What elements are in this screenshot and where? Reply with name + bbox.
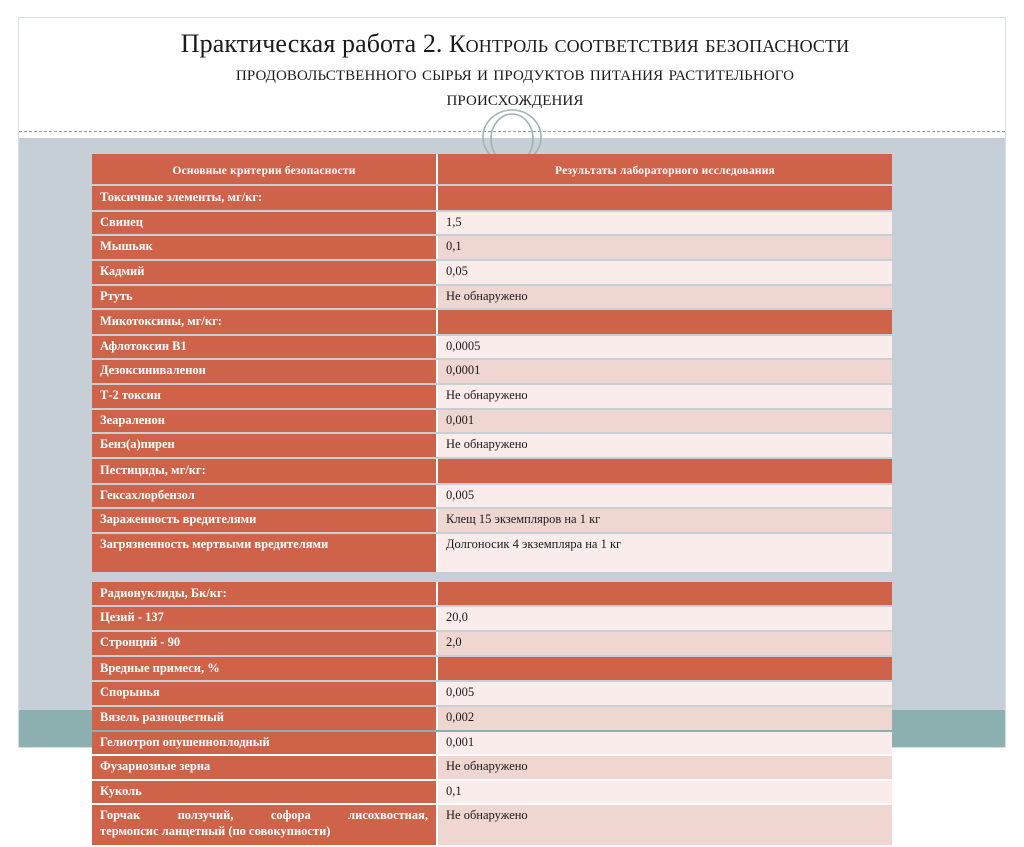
table-row xyxy=(92,336,892,359)
result-value: 0,005 xyxy=(438,485,892,508)
table-row xyxy=(92,607,892,630)
table-header-row xyxy=(92,154,892,184)
criteria-label: Т-2 токсин xyxy=(92,385,438,408)
table-row xyxy=(92,434,892,457)
criteria-label: Цезий - 137 xyxy=(92,607,438,630)
result-value: 1,5 xyxy=(438,212,892,235)
table-row xyxy=(92,261,892,284)
table-section-row xyxy=(92,582,892,606)
criteria-label: Гелиотроп опушеннoплодный xyxy=(92,732,438,755)
section-label: Радионуклиды, Бк/кг: xyxy=(92,582,438,606)
column-header-criteria: Основные критерии безопасности xyxy=(92,154,438,184)
table-row xyxy=(92,781,892,804)
result-value: 0,002 xyxy=(438,707,892,730)
result-value: 0,005 xyxy=(438,682,892,705)
result-value: Не обнаружено xyxy=(438,385,892,408)
section-value xyxy=(438,582,892,606)
result-value: Не обнаружено xyxy=(438,805,892,845)
table-row xyxy=(92,509,892,532)
safety-criteria-table-wrapper xyxy=(92,152,892,847)
page-title xyxy=(80,28,950,112)
safety-criteria-table xyxy=(92,152,892,847)
criteria-label-continuation: термопсис ланцетный (по совокупности) xyxy=(100,824,331,838)
result-value: Долгоносик 4 экземпляра на 1 кг xyxy=(438,534,892,572)
section-label: Пестициды, мг/кг: xyxy=(92,459,438,483)
result-value: 0,0005 xyxy=(438,336,892,359)
title-divider xyxy=(19,131,1005,132)
criteria-label: Спорынья xyxy=(92,682,438,705)
table-row xyxy=(92,360,892,383)
result-value: 2,0 xyxy=(438,632,892,655)
criteria-label: Зеараленон xyxy=(92,410,438,433)
criteria-label: Бенз(а)пирен xyxy=(92,434,438,457)
criteria-label: Дезоксиниваленон xyxy=(92,360,438,383)
result-value: 0,05 xyxy=(438,261,892,284)
section-label: Микотоксины, мг/кг: xyxy=(92,310,438,334)
result-value: Не обнаружено xyxy=(438,286,892,309)
result-value: 0,1 xyxy=(438,236,892,259)
result-value: 20,0 xyxy=(438,607,892,630)
criteria-label: Мышьяк xyxy=(92,236,438,259)
criteria-label: Горчак ползучий, софора лисохвостная, термопсис ланцетный (по совокупности) xyxy=(92,805,438,845)
table-row xyxy=(92,805,892,845)
section-value xyxy=(438,459,892,483)
column-header-results: Результаты лабораторного исследования xyxy=(438,154,892,184)
criteria-label: Свинец xyxy=(92,212,438,235)
section-label: Токсичные элементы, мг/кг: xyxy=(92,186,438,210)
title-line-2: продовольственного сырья и продуктов питания растительного xyxy=(235,60,795,85)
section-value xyxy=(438,310,892,334)
section-value xyxy=(438,657,892,681)
table-body xyxy=(92,186,892,845)
table-spacer-row xyxy=(92,574,892,580)
table-row xyxy=(92,707,892,730)
result-value: Не обнаружено xyxy=(438,756,892,779)
title-line-1 xyxy=(80,28,950,61)
criteria-label: Гексахлорбензол xyxy=(92,485,438,508)
result-value: 0,001 xyxy=(438,732,892,755)
section-value xyxy=(438,186,892,210)
section-label: Вредные примеси, % xyxy=(92,657,438,681)
table-row xyxy=(92,236,892,259)
title-line-3: происхождения xyxy=(446,86,584,111)
table-row xyxy=(92,732,892,755)
title-line-1-caps: Контроль соответствия безопасности xyxy=(442,31,850,58)
criteria-label: Загрязненность мертвыми вредителями xyxy=(92,534,438,572)
table-row xyxy=(92,534,892,572)
table-row xyxy=(92,682,892,705)
table-row xyxy=(92,410,892,433)
table-row xyxy=(92,212,892,235)
table-section-row xyxy=(92,657,892,681)
result-value: Не обнаружено xyxy=(438,434,892,457)
table-row xyxy=(92,756,892,779)
criteria-label: Вязель разноцветный xyxy=(92,707,438,730)
table-section-row xyxy=(92,459,892,483)
criteria-label: Ртуть xyxy=(92,286,438,309)
table-row xyxy=(92,286,892,309)
table-row xyxy=(92,632,892,655)
criteria-label: Афлотоксин В1 xyxy=(92,336,438,359)
table-row xyxy=(92,485,892,508)
criteria-label: Стронций - 90 xyxy=(92,632,438,655)
table-section-row xyxy=(92,186,892,210)
result-value: 0,1 xyxy=(438,781,892,804)
result-value: 0,0001 xyxy=(438,360,892,383)
result-value: Клещ 15 экземпляров на 1 кг xyxy=(438,509,892,532)
criteria-label: Кадмий xyxy=(92,261,438,284)
title-line-1-plain: Практическая работа 2. xyxy=(180,29,443,58)
result-value: 0,001 xyxy=(438,410,892,433)
table-spacer-cell xyxy=(92,574,892,580)
table-row xyxy=(92,385,892,408)
table-section-row xyxy=(92,310,892,334)
criteria-label: Фузариозные зерна xyxy=(92,756,438,779)
criteria-label: Куколь xyxy=(92,781,438,804)
criteria-label: Зараженность вредителями xyxy=(92,509,438,532)
